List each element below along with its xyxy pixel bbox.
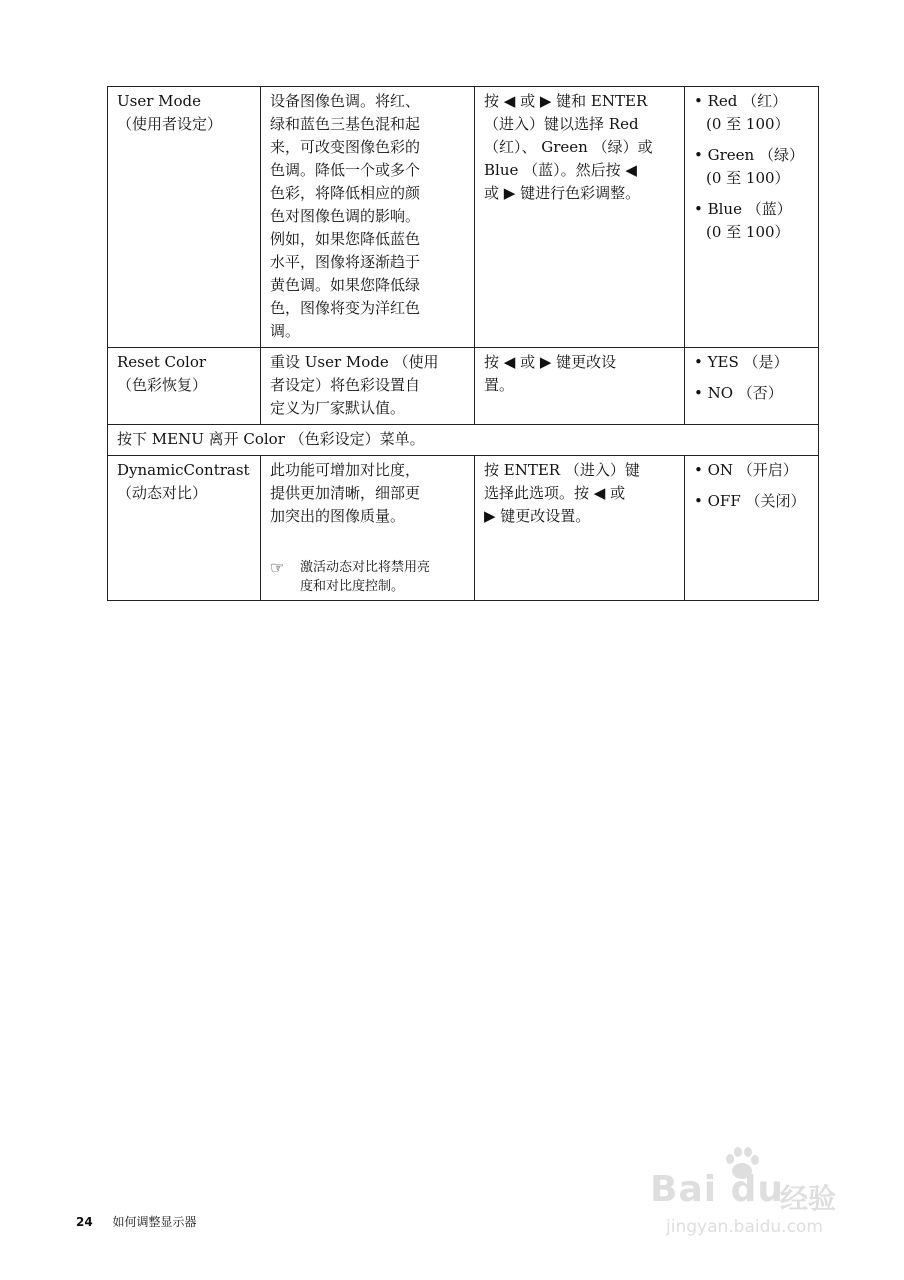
option-on: • ON （开启）	[694, 461, 798, 479]
table-row-dynamic-contrast	[108, 456, 819, 601]
page-number: 24	[76, 1215, 93, 1229]
note-line: 激活动态对比将禁用亮	[300, 560, 431, 575]
desc-line: 水平，图像将逐渐趋于	[270, 253, 421, 271]
desc-line: 定义为厂家默认值。	[270, 399, 406, 417]
desc-line: 绿和蓝色三基色混和起	[270, 115, 421, 133]
desc-line: 调。	[270, 322, 301, 340]
item-name-cell	[108, 456, 261, 601]
menu-exit-note: 按下 MENU 离开 Color （色彩设定）菜单。	[108, 425, 819, 456]
baidu-jingyan-watermark	[644, 1145, 850, 1245]
page-footer	[76, 1213, 197, 1230]
op-line: 按 ◀ 或 ▶ 键更改设	[484, 353, 617, 371]
item-name: DynamicContrast	[117, 461, 250, 479]
item-operation-cell	[475, 456, 685, 601]
option-no: • NO （否）	[694, 384, 783, 402]
item-name-cell	[108, 348, 261, 425]
osd-menu-table	[107, 86, 819, 601]
op-line: 按 ENTER （进入）键	[484, 461, 640, 479]
desc-line: 此功能可增加对比度，	[270, 461, 421, 479]
option-label: • Green （绿）	[694, 146, 804, 164]
desc-line: 例如，如果您降低蓝色	[270, 230, 421, 248]
item-name-cn: （使用者设定）	[117, 115, 223, 133]
watermark-url: jingyan.baidu.com	[666, 1217, 823, 1237]
item-name-cell	[108, 87, 261, 348]
op-line: （进入）键以选择 Red	[484, 115, 639, 133]
desc-line: 重设 User Mode （使用	[270, 353, 439, 371]
item-name: Reset Color	[117, 353, 207, 371]
option-label: • Blue （蓝）	[694, 200, 792, 218]
option-off: • OFF （关闭）	[694, 492, 806, 510]
op-line: Blue （蓝）。然后按 ◀	[484, 161, 637, 179]
table-row-menu-note	[108, 425, 819, 456]
table-row-reset-color	[108, 348, 819, 425]
item-function-cell	[261, 87, 475, 348]
option-blue	[694, 198, 810, 244]
option-range: (0 至 100）	[706, 169, 790, 187]
item-name: User Mode	[117, 92, 202, 110]
desc-line: 色彩，将降低相应的颜	[270, 184, 421, 202]
watermark-logo: Bai du	[650, 1169, 785, 1210]
desc-line: 设备图像色调。将红、	[270, 92, 421, 110]
table-row-user-mode	[108, 87, 819, 348]
item-operation-cell	[475, 348, 685, 425]
desc-line: 加突出的图像质量。	[270, 507, 406, 525]
op-line: 置。	[484, 376, 515, 394]
desc-line: 黄色调。如果您降低绿	[270, 276, 421, 294]
option-range: (0 至 100）	[706, 223, 790, 241]
option-red	[694, 90, 810, 136]
pointing-hand-icon: ☞	[270, 558, 285, 577]
desc-line: 色调。降低一个或多个	[270, 161, 421, 179]
op-line: 选择此选项。按 ◀ 或	[484, 484, 626, 502]
item-range-cell	[685, 87, 819, 348]
option-green	[694, 144, 810, 190]
op-line: 按 ◀ 或 ▶ 键和 ENTER	[484, 92, 648, 110]
item-name-cn: （动态对比）	[117, 484, 208, 502]
item-range-cell	[685, 348, 819, 425]
section-title: 如何调整显示器	[112, 1215, 197, 1229]
op-line: ▶ 键更改设置。	[484, 507, 591, 525]
item-range-cell	[685, 456, 819, 601]
desc-line: 色对图像色调的影响。	[270, 207, 421, 225]
op-line: 或 ▶ 键进行色彩调整。	[484, 184, 641, 202]
watermark-brand: 经验	[780, 1182, 837, 1215]
desc-line: 提供更加清晰，细部更	[270, 484, 421, 502]
desc-line: 来，可改变图像色彩的	[270, 138, 421, 156]
desc-line: 者设定）将色彩设置自	[270, 376, 421, 394]
desc-line: 色，图像将变为洋红色	[270, 299, 421, 317]
item-operation-cell	[475, 87, 685, 348]
note-text	[300, 558, 430, 596]
note-line: 度和对比度控制。	[300, 579, 405, 594]
item-name-cn: （色彩恢复）	[117, 376, 208, 394]
op-line: （红）、 Green （绿）或	[484, 138, 653, 156]
option-yes: • YES （是）	[694, 353, 789, 371]
option-range: (0 至 100）	[706, 115, 790, 133]
item-function-cell	[261, 456, 475, 601]
option-label: • Red （红）	[694, 92, 788, 110]
item-function-cell	[261, 348, 475, 425]
note-box	[270, 558, 468, 596]
